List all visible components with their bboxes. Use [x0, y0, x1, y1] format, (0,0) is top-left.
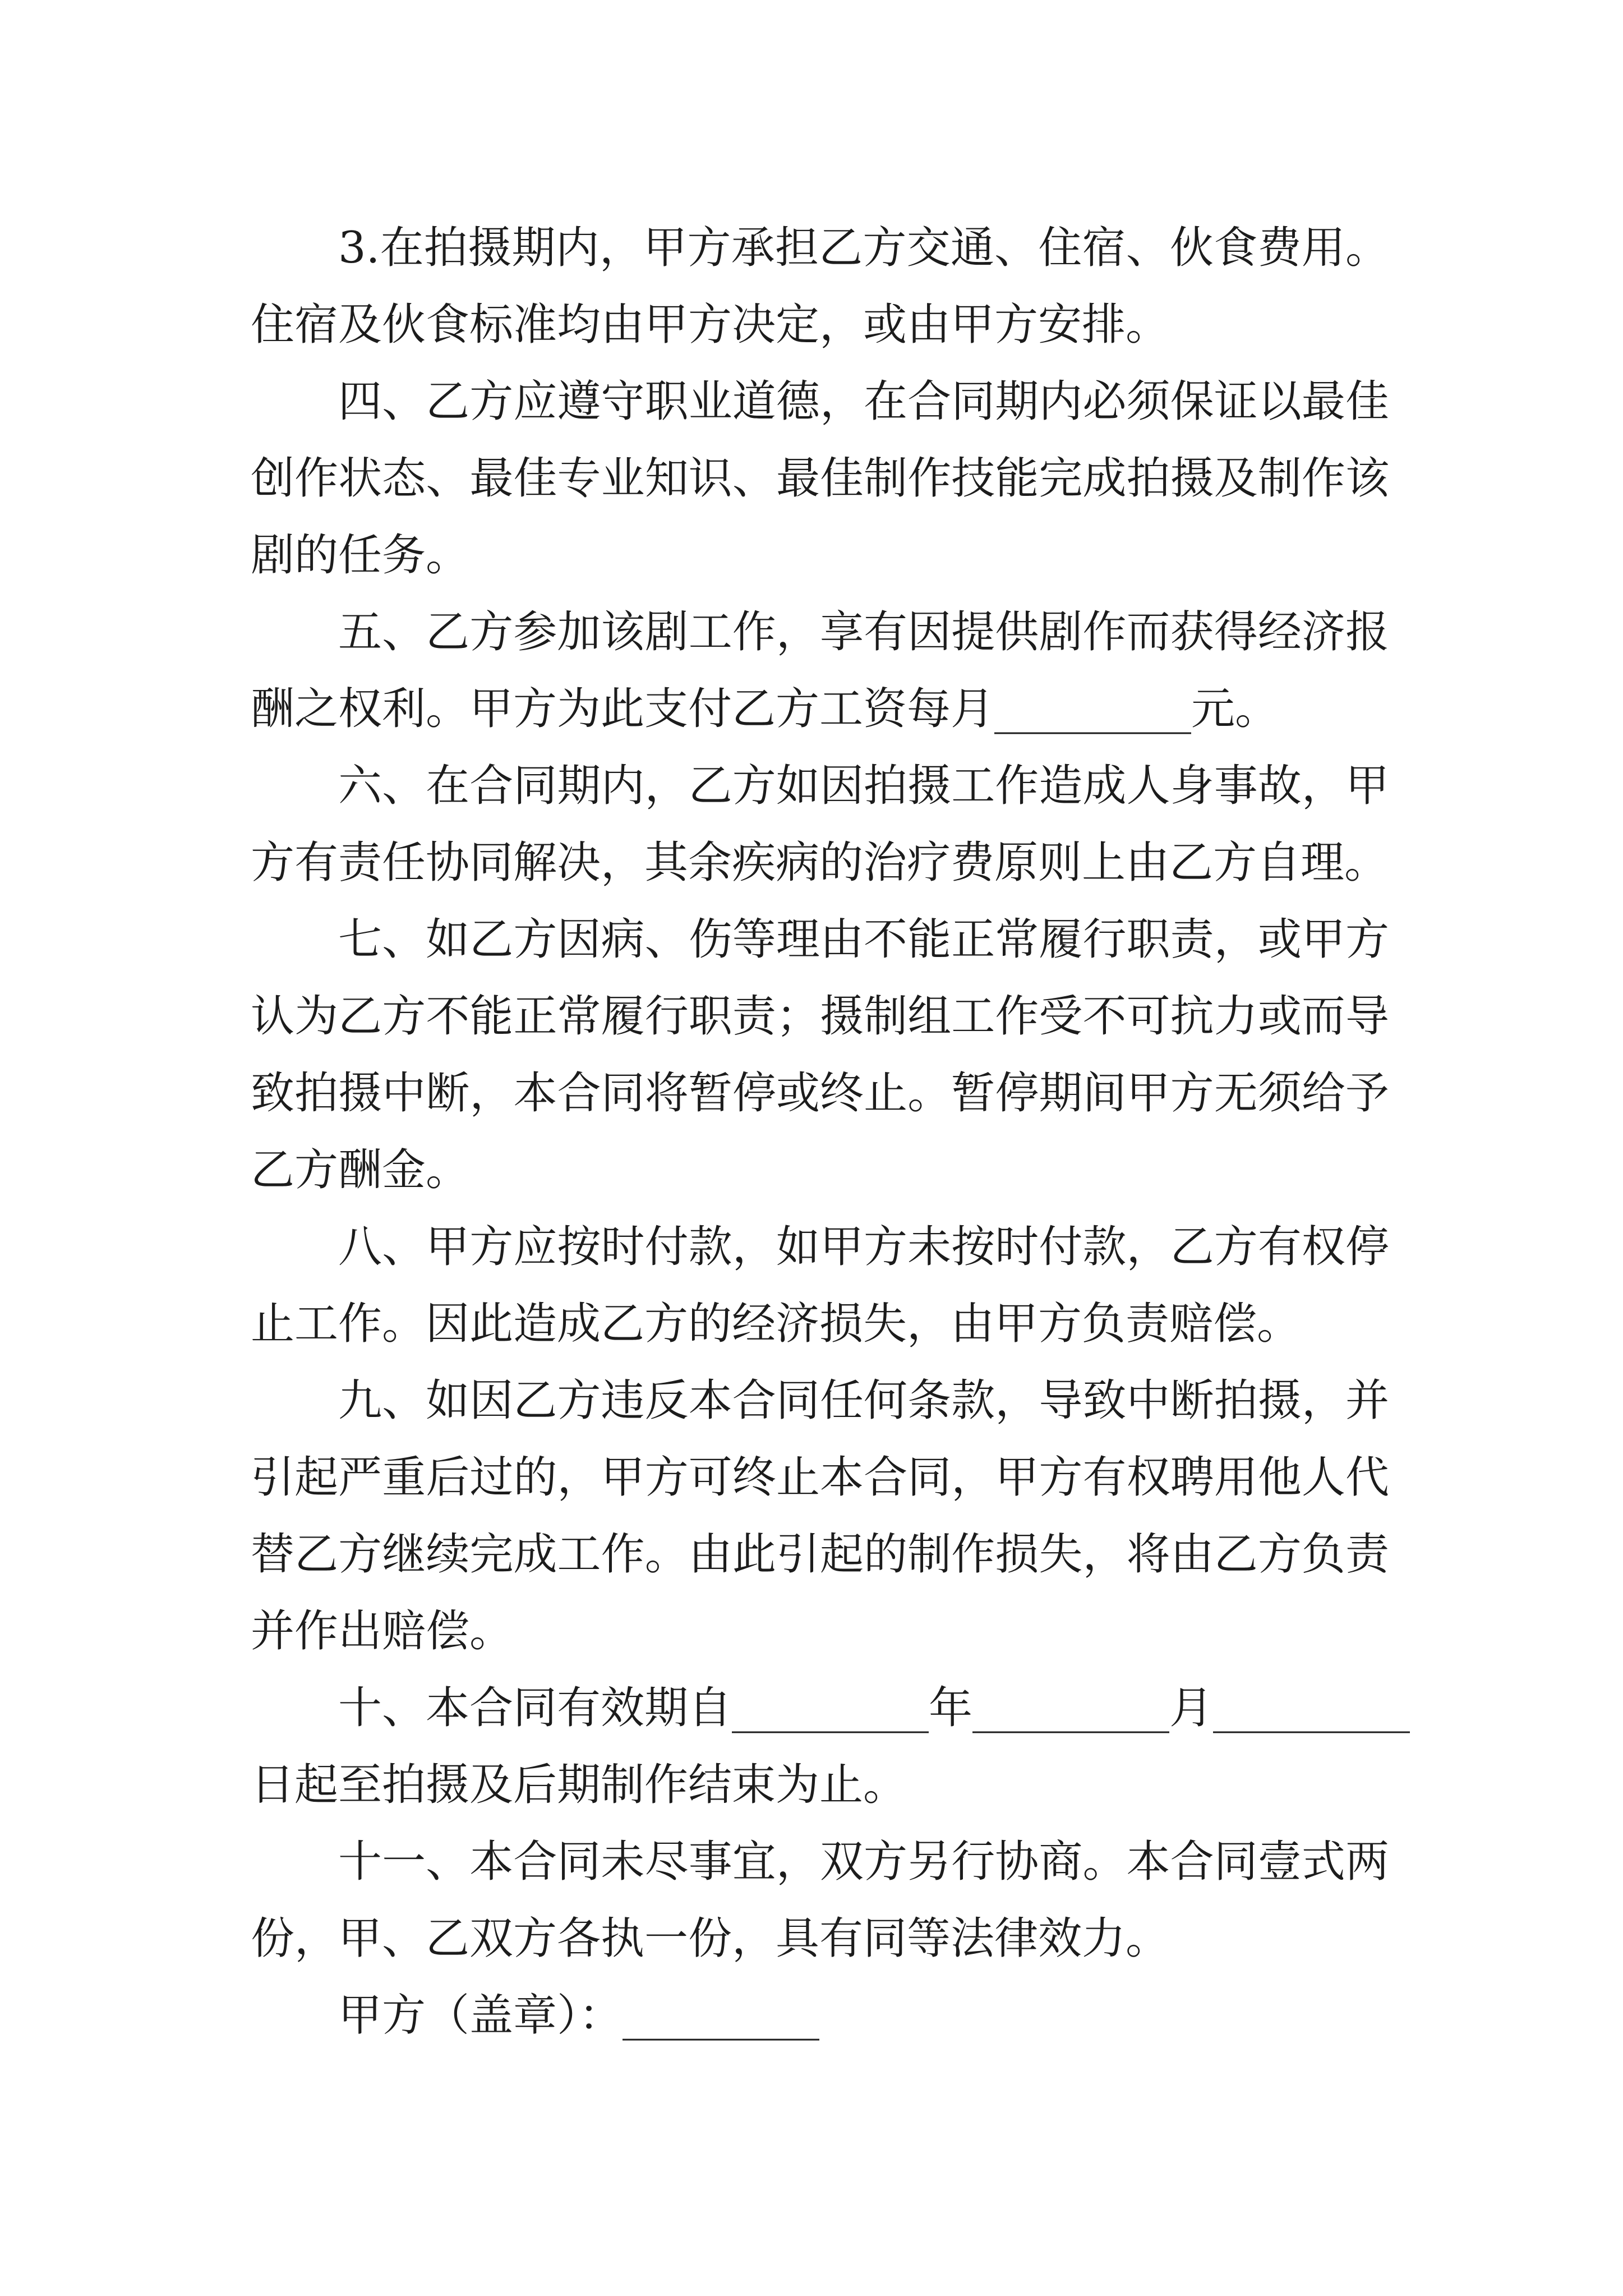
paragraph-line: 致拍摄中断，本合同将暂停或终止。暂停期间甲方无须给予 [251, 1068, 1389, 1119]
paragraph-line: 五、乙方参加该剧工作，享有因提供剧作而获得经济报 [338, 607, 1389, 657]
paragraph-line: 3.在拍摄期内，甲方承担乙方交通、住宿、伙食费用。 [338, 223, 1389, 273]
clause-paragraph-5 [251, 594, 1389, 748]
paragraph-line: 方有责任协同解决，其余疾病的治疗费原则上由乙方自理。 [251, 838, 1389, 888]
paragraph-line: 日起至拍摄及后期制作结束为止。 [251, 1760, 907, 1810]
paragraph-line: 酬之权利。甲方为此支付乙方工资每月_________元。 [251, 684, 1279, 734]
paragraph-line: 创作状态、最佳专业知识、最佳制作技能完成拍摄及制作该 [251, 453, 1389, 504]
paragraph-line: 认为乙方不能正常履行职责；摄制组工作受不可抗力或而导 [251, 991, 1389, 1042]
clause-paragraph-6 [251, 748, 1389, 901]
paragraph-line: 八、甲方应按时付款，如甲方未按时付款，乙方有权停 [338, 1222, 1389, 1272]
paragraph-line: 份，甲、乙双方各执一份，具有同等法律效力。 [251, 1913, 1170, 1964]
paragraph-line: 剧的任务。 [251, 530, 470, 581]
paragraph-line: 住宿及伙食标准均由甲方决定，或由甲方安排。 [251, 300, 1170, 350]
paragraph-line: 替乙方继续完成工作。由此引起的制作损失，将由乙方负责 [251, 1529, 1389, 1580]
paragraph-line: 乙方酬金。 [251, 1145, 470, 1195]
paragraph-line: 止工作。因此造成乙方的经济损失，由甲方负责赔偿。 [251, 1299, 1301, 1349]
clause-paragraph-4 [251, 364, 1389, 594]
clause-paragraph-9 [251, 1363, 1389, 1670]
contract-body [251, 210, 1410, 2054]
signature-line: 甲方（盖章）：_________ [338, 1990, 820, 2041]
paragraph-line: 十、本合同有效期自_________年_________月_________ [338, 1683, 1410, 1733]
paragraph-line: 七、如乙方因病、伤等理由不能正常履行职责，或甲方 [338, 914, 1389, 965]
clause-paragraph-8 [251, 1209, 1389, 1363]
paragraph-line: 并作出赔偿。 [251, 1606, 514, 1657]
signature-party-a [251, 1977, 1389, 2054]
clause-paragraph-11 [251, 1824, 1389, 1977]
clause-paragraph-7 [251, 901, 1389, 1209]
paragraph-line: 十一、本合同未尽事宜，双方另行协商。本合同壹式两 [338, 1837, 1389, 1887]
clause-paragraph-10 [251, 1670, 1410, 1824]
paragraph-line: 九、如因乙方违反本合同任何条款，导致中断拍摄，并 [338, 1375, 1389, 1426]
clause-paragraph-meals [251, 210, 1389, 364]
paragraph-line: 四、乙方应遵守职业道德，在合同期内必须保证以最佳 [338, 376, 1389, 427]
paragraph-line: 六、在合同期内，乙方如因拍摄工作造成人身事故，甲 [338, 761, 1389, 811]
paragraph-line: 引起严重后过的，甲方可终止本合同，甲方有权聘用他人代 [251, 1452, 1389, 1503]
